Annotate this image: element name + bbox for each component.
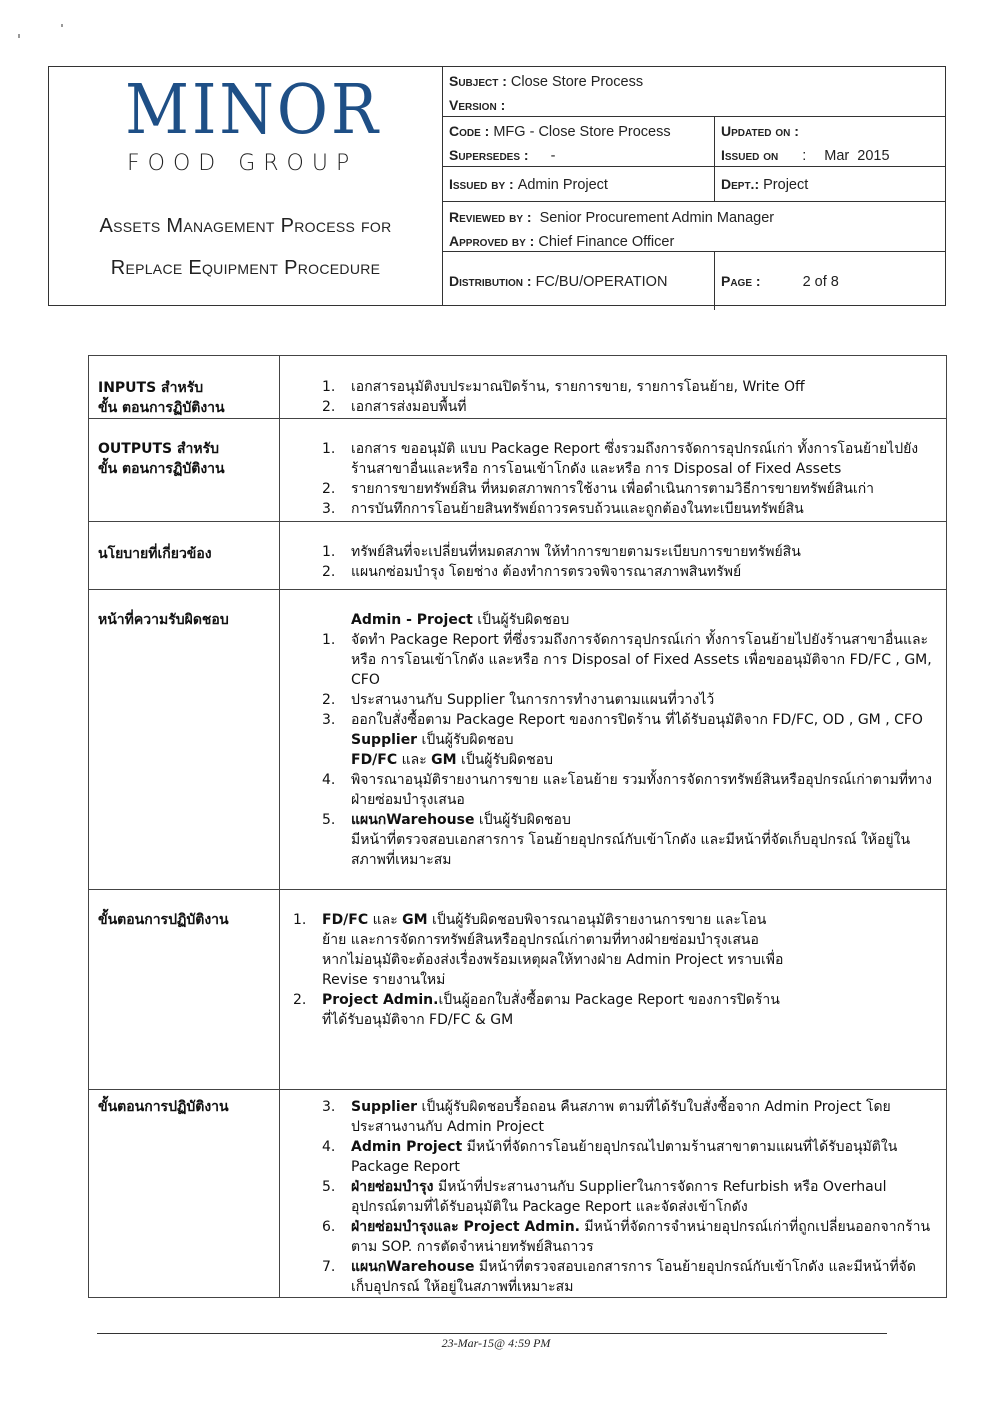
issued-by-value: Admin Project <box>517 177 608 193</box>
list-item: 1. FD/FC และ GM เป็นผู้รับผิดชอบพิจารณาอนุมัติรายงานการขาย และโอนย้าย และการจัดการทรัพย์สินหรืออุปกรณ์เก่าตามที่ทางฝ่ายซ่อมบำรุงเสนอ หากไม่อนุมัติจะต้องส่งเรื่องพร้อมเหตุผลให้ทางฝ่าย Admin Project ทราบเพื่อ Revise รายงานใหม่ <box>293 912 784 988</box>
list-item: 2. เอกสารส่งมอบพื้นที่ <box>322 399 467 415</box>
procedure-list-part2 <box>280 1097 936 1297</box>
policy-label: นโยบายที่เกี่ยวข้อง <box>98 546 212 562</box>
responsibility-label: หน้าที่ความรับผิดชอบ <box>98 612 229 628</box>
procedure-label: ขั้นตอนการปฏิบัติงาน <box>98 912 229 928</box>
page-number: 2 of 8 <box>802 274 839 290</box>
list-item: 2. รายการขายทรัพย์สิน ที่หมดสภาพการใช้งาน เพื่อดำเนินการตามวิธีการขายทรัพย์สินเก่า <box>322 481 875 497</box>
inputs-list <box>280 377 936 417</box>
list-item: 5. แผนกWarehouse เป็นผู้รับผิดชอบ มีหน้าที่ตรวจสอบเอกสารการ โอนย้ายอุปกรณ์กับเข้าโกดัง และมีหน้าที่จัดเก็บอุปกรณ์ ให้อยู่ในสภาพที่เหมาะสม <box>280 810 936 870</box>
procedure-list-part1 <box>280 910 786 1030</box>
inputs-label-line2: ขั้น ตอนการฏิบัติงาน <box>98 400 225 416</box>
header-brand-panel <box>49 67 443 305</box>
table-row-inputs <box>89 356 947 419</box>
dept-label: Dept.: <box>721 176 760 192</box>
footer-divider <box>97 1333 887 1334</box>
code-label: Code : <box>449 123 490 139</box>
approved-by-value: Chief Finance Officer <box>538 234 675 250</box>
code-row <box>443 117 945 167</box>
outputs-label-line1: OUTPUTS สำหรับ <box>98 441 219 457</box>
admin-project-heading: Admin - Project เป็นผู้รับผิดชอบ <box>351 612 570 628</box>
list-item: 1. ทรัพย์สินที่จะเปลี่ยนที่หมดสภาพ ให้ทำการขายตามระเบียบการขายทรัพย์สิน <box>322 544 801 560</box>
list-item: 3. Supplier เป็นผู้รับผิดชอบรื้อถอน คืนสภาพ ตามที่ได้รับใบสั่งซื้อจาก Admin Project โดยประสานงานกับ Admin Project <box>322 1099 891 1135</box>
approved-by-label: Approved by : <box>449 233 535 249</box>
list-item: 7. แผนกWarehouse มีหน้าที่ตรวจสอบเอกสารการ โอนย้ายอุปกรณ์กับเข้าโกดัง และมีหน้าที่จัดเก็บอุปกรณ์ ให้อยู่ในสภาพที่เหมาะสม <box>322 1259 916 1295</box>
distribution-label: Distribution : <box>449 273 532 289</box>
policy-list <box>280 542 936 582</box>
issued-by-row <box>443 167 945 202</box>
list-item: 4. พิจารณาอนุมัติรายงานการขาย และโอนย้าย รวมทั้งการจัดการทรัพย์สินหรืออุปกรณ์เก่าตามที่ทางฝ่ายซ่อมบำรุงเสนอ <box>322 772 932 808</box>
issued-on-separator: : <box>802 148 807 164</box>
list-item: 2. Project Admin.เป็นผู้ออกใบสั่งซื้อตาม Package Report ของการปิดร้าน ที่ได้รับอนุมัติจาก FD/FC & GM <box>293 992 780 1028</box>
dept-value: Project <box>763 177 809 193</box>
procedure-label: ขั้นตอนการปฏิบัติงาน <box>98 1099 229 1115</box>
warehouse-duty-detail: มีหน้าที่ตรวจสอบเอกสารการ โอนย้ายอุปกรณ์กับเข้าโกดัง และมีหน้าที่จัดเก็บอุปกรณ์ ให้อยู่ในสภาพที่เหมาะสม <box>351 832 911 868</box>
list-item: 3. การบันทึกการโอนย้ายสินทรัพย์ถาวรครบถ้วนและถูกต้องในทะเบียนทรัพย์สิน <box>322 501 804 517</box>
subject-label: Subject : <box>449 73 507 89</box>
table-row-policy <box>89 522 947 590</box>
outputs-list <box>280 439 936 519</box>
responsibility-list <box>280 630 936 870</box>
list-item: 3. ออกใบสั่งซื้อตาม Package Report ของการปิดร้าน ที่ได้รับอนุมัติจาก FD/FC, OD , GM , CFO Supplier เป็นผู้รับผิดชอบ FD/FC และ GM เป็นผู้รับผิดชอบ <box>280 710 936 770</box>
supersedes-value: - <box>550 148 556 164</box>
table-row-procedure-part1 <box>89 890 947 1090</box>
list-item: 1. เอกสาร ขออนุมัติ แบบ Package Report ซึ่งรวมถึงการจัดการอุปกรณ์เก่า ทั้งการโอนย้ายไปยังร้านสาขาอื่นและหรือ การโอนเข้าโกดัง และหรือ การ Disposal of Fixed Assets <box>322 441 919 477</box>
outputs-label-line2: ขั้น ตอนการฏิบัติงาน <box>98 461 225 477</box>
scan-speck <box>61 24 63 27</box>
updated-on-label: Updated on : <box>721 123 799 139</box>
list-item: 2. ประสานงานกับ Supplier ในการการทำงานตามแผนที่วางไว้ <box>322 692 715 708</box>
list-item: 1. จัดทำ Package Report ที่ซึ่งรวมถึงการจัดการอุปกรณ์เก่า ทั้งการโอนย้ายไปยังร้านสาขาอื่นและหรือ การโอนเข้าโกดัง และหรือ การ Disposal of Fixed Assets เพื่อขออนุมัติจาก FD/FC , GM, CFO <box>322 632 932 688</box>
review-row <box>443 202 945 252</box>
table-row-procedure-part2 <box>89 1090 947 1298</box>
version-label: Version : <box>449 97 506 113</box>
issued-on-value: Mar 2015 <box>824 148 890 164</box>
code-value: MFG - Close Store Process <box>493 124 671 140</box>
company-logo-wordmark: MINOR <box>125 71 381 150</box>
list-item: 1. เอกสารอนุมัติงบประมาณปิดร้าน, รายการขาย, รายการโอนย้าย, Write Off <box>322 379 805 395</box>
table-row-outputs <box>89 419 947 522</box>
header-metadata-panel <box>443 67 945 305</box>
print-timestamp: 23-Mar-15@ 4:59 PM <box>441 1336 551 1350</box>
issued-on-label: Issued on <box>721 147 779 163</box>
subject-row <box>443 67 945 117</box>
reviewed-by-label: Reviewed by : <box>449 209 532 225</box>
list-item: 6. ฝ่ายซ่อมบำรุงและ Project Admin. มีหน้าที่จัดการจำหน่ายอุปกรณ์เก่าที่ถูกเปลี่ยนออกจากร้าน ตาม SOP. การตัดจำหน่ายทรัพย์สินถาวร <box>322 1219 931 1255</box>
supersedes-label: Supersedes : <box>449 147 529 163</box>
document-title-line1: Assets Management Process for <box>99 215 392 237</box>
inputs-label-line1: INPUTS สำหรับ <box>98 380 204 396</box>
fdfc-gm-heading: FD/FC และ GM เป็นผู้รับผิดชอบ <box>351 752 554 768</box>
company-logo-subtitle: FOOD GROUP <box>127 151 358 176</box>
reviewed-by-value: Senior Procurement Admin Manager <box>539 210 775 226</box>
procedure-table <box>88 355 947 1298</box>
list-item: 5. ฝ่ายซ่อมบำรุง มีหน้าที่ประสานงานกับ Supplierในการจัดการ Refurbish หรือ Overhaul อุปกรณ์ตามที่ได้รับอนุมัติใน Package Report และจัดส่งเข้าโกดัง <box>322 1179 887 1215</box>
page-label: Page : <box>721 273 761 289</box>
issued-by-label: Issued by : <box>449 176 514 192</box>
document-header <box>48 66 946 306</box>
scan-speck <box>18 34 20 38</box>
table-row-responsibility <box>89 590 947 890</box>
document-title-line2: Replace Equipment Procedure <box>110 257 381 279</box>
distribution-value: FC/BU/OPERATION <box>535 274 668 290</box>
list-item: 4. Admin Project มีหน้าที่จัดการโอนย้ายอุปกรณไปตามร้านสาขาตามแผนที่ได้รับอนุมัติใน Package Report <box>322 1139 898 1175</box>
list-item: 2. แผนกซ่อมบำรุง โดยช่าง ต้องทำการตรวจพิจารณาสภาพสินทรัพย์ <box>322 564 742 580</box>
distribution-row <box>443 252 945 310</box>
subject-value: Close Store Process <box>510 74 644 90</box>
